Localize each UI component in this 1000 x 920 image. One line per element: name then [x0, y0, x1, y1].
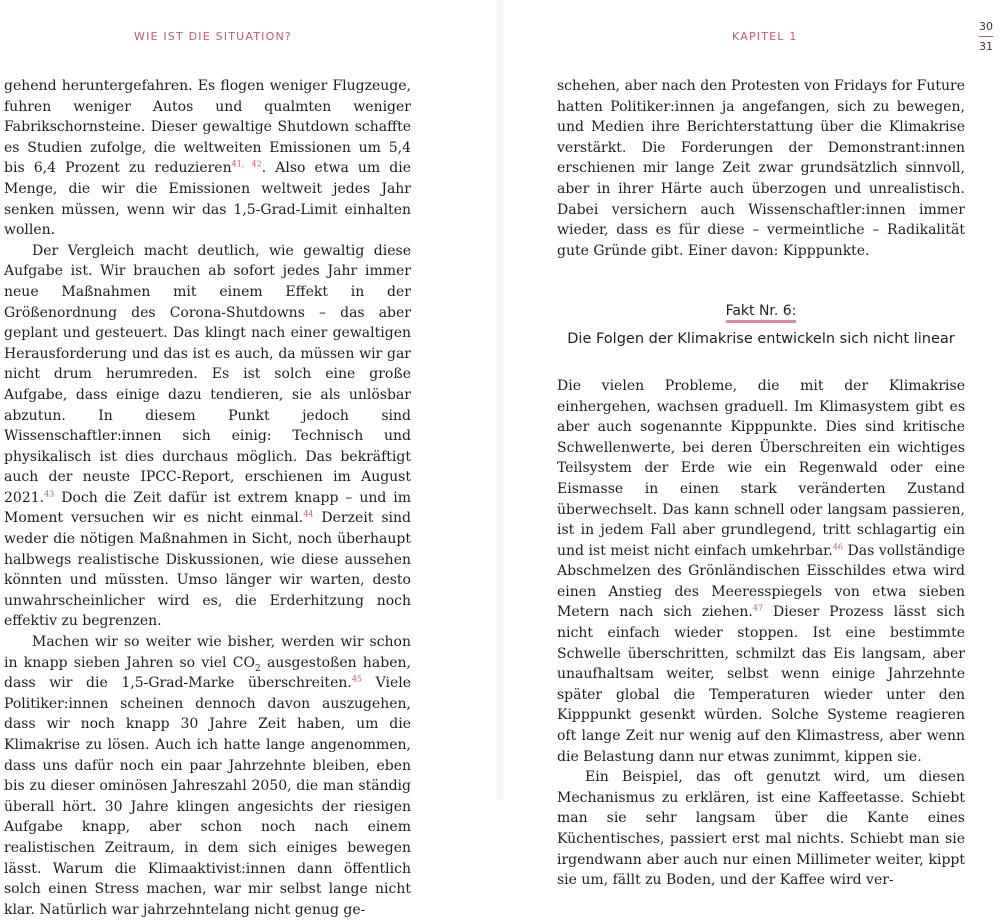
paragraph [557, 376, 965, 767]
text-run: Doch die Zeit dafür ist extrem knapp – und im Moment versuchen wir es nicht einmal. [4, 489, 411, 527]
text-run: Das vollständige Abschmelzen des Grönländischen Eisschildes etwa wird einen Anstieg des Meeresspiegels von etwa sieben Metern nach sich ziehen. [557, 542, 966, 621]
footnote-ref[interactable]: 41, 42 [231, 159, 262, 169]
paragraph: schehen, aber nach den Protesten von Fridays for Future hatten Politiker:innen ja angefangen, sich zu bewegen, und Medien ihre Berichterstattung über die Klimakrise verstärkt. Die Forderungen der Demonstrant:innen erschienen mir lange Zeit zwar grundsätzlich sinnvoll, aber in ihrer Härte auch überzogen und unrealistisch. Dabei versichern auch Wissenschaftler:innen immer wieder, dass es für diese – vermeintliche – Radikalität gute Gründe gibt. Einer davon: Kipppunkte. [557, 78, 965, 259]
text-run: Derzeit sind weder die nötigen Maßnahmen in Sicht, noch überhaupt halbwegs realistische Diskussionen, wie diese aussehen könnten und müssten. Umso länger wir warten, desto unwahrscheinlicher wird es, die Erderhitzung noch effektiv zu begrenzen. [4, 510, 411, 630]
page-number-right: 31 [979, 40, 993, 53]
footnote-ref[interactable]: 45 [351, 674, 363, 684]
text-run: gehend heruntergefahren. Es flogen weniger Flugzeuge, fuhren weniger Autos und qualmten weniger Fabrikschornsteine. Dieser gewaltige Shutdown schaffte es Studien zufolge, die weltweiten Emissionen um 5,4 bis 6,4 Prozent zu reduzieren [4, 78, 411, 177]
footnote-ref[interactable]: 43 [44, 489, 55, 499]
text-run: Dieser Prozess lässt sich nicht einfach wieder stoppen. Ist eine bestimmte Schwelle überschritten, schmilzt das Eis langsam, aber unaufhaltsam weiter, selbst wenn einige Jahrzehnte später global die Temperaturen wieder unter den Kipppunkt gesenkt würden. Solche Systeme reagieren oft lange Zeit nur wenig auf den Klimastress, aber wenn die Belastung dann nur etwas zunimmt, kippen sie. [557, 604, 965, 765]
text-run: Viele Politiker:innen scheinen dennoch davon auszugehen, dass wir noch knapp 30 Jahre Zeit haben, um die Klimakrise zu lösen. Auch ich hatte lange angenommen, dass uns dafür noch ein paar Jahrzehnte bleiben, eben bis zu dieser ominösen Jahreszahl 2050, die man ständig überall hört. 30 Jahre klingen angesichts der riesigen Aufgabe knapp, aber schon noch nach einem realistischen Zeitraum, in dem sich einiges bewegen lässt. Warum die Klimaaktivist:innen dann öffentlich solch einen Stress machen, war mir selbst lange nicht klar. Natürlich war jahrzehntelang nicht genug ge- [4, 675, 411, 918]
paragraph: Ein Beispiel, das oft genutzt wird, um diesen Mechanismus zu erklären, ist eine Kaffeetasse. Schiebt man sie sehr langsam über die Kante eines Küchentisches, passiert erst mal nichts. Schiebt man sie irgendwann aber auch nur einen Millimeter weiter, kippt sie um, fällt zu Boden, und der Kaffee wird ver- [557, 769, 965, 889]
text-run: ausgestoßen haben, dass wir die 1,5-Grad-Marke überschreiten. [4, 654, 411, 692]
page-numbers [975, 20, 997, 54]
fact-title: Die Folgen der Klimakrise entwickeln sich nicht linear [567, 331, 955, 348]
footnote-ref[interactable]: 44 [303, 509, 314, 519]
page-number-divider [979, 36, 993, 37]
text-run: Die vielen Probleme, die mit der Klimakrise einhergehen, wachsen graduell. Im Klimasystem gibt es aber auch sogenannte Kipppunkte. Dies sind kritische Schwellenwerte, bei deren Überschreiten ein wichtiges Teilsystem der Erde wie ein Regenwald oder eine Eismasse in einen stark veränderten Zustand überwechselt. Das kann schnell oder langsam passieren, ist in jedem Fall aber grundlegend, tritt schlagartig ein und ist meist nicht einfach umkehrbar. [557, 377, 965, 559]
footnote-ref[interactable]: 47 [752, 603, 764, 613]
fact-label: Fakt Nr. 6: [726, 302, 797, 323]
text-run: . Also etwa um die Menge, die wir die Emissionen weltweit jedes Jahr senken müssen, wenn wir das 1,5-Grad-Limit einhalten wollen. [4, 160, 411, 239]
paragraph [4, 632, 411, 920]
running-head-left: WIE IST DIE SITUATION? [134, 30, 292, 43]
fact-heading [557, 301, 965, 350]
subscript: 2 [254, 663, 261, 674]
footnote-ref[interactable]: 46 [832, 542, 843, 552]
paragraph [4, 76, 411, 241]
text-run: Der Vergleich macht deutlich, wie gewaltig diese Aufgabe ist. Wir brauchen ab sofort jedes Jahr immer neue Maßnahmen mit einem Effekt in der Größenordnung des Corona-Shutdowns – das aber geplant und gesteuert. Das klingt nach einer gewaltigen Herausforderung und das ist es auch, da müssen wir gar nicht drum herumreden. Es ist solch eine große Aufgabe, dass einige dazu tendieren, sie als unlösbar abzutun. In diesem Punkt jedoch sind Wissenschaftler:innen sich einig: Technisch und physikalisch ist dies durchaus möglich. Das bekräftigt auch der neuste IPCC-Report, erschienen im August 2021. [4, 242, 411, 506]
text-run: Machen wir so weiter wie bisher, werden wir schon in knapp sieben Jahren so viel CO [4, 634, 411, 671]
running-head-right: KAPITEL 1 [732, 30, 798, 43]
page-number-left: 30 [979, 20, 993, 33]
book-gutter [495, 0, 505, 800]
left-page-text [4, 76, 411, 920]
paragraph [4, 241, 411, 632]
right-page-text [557, 76, 965, 891]
